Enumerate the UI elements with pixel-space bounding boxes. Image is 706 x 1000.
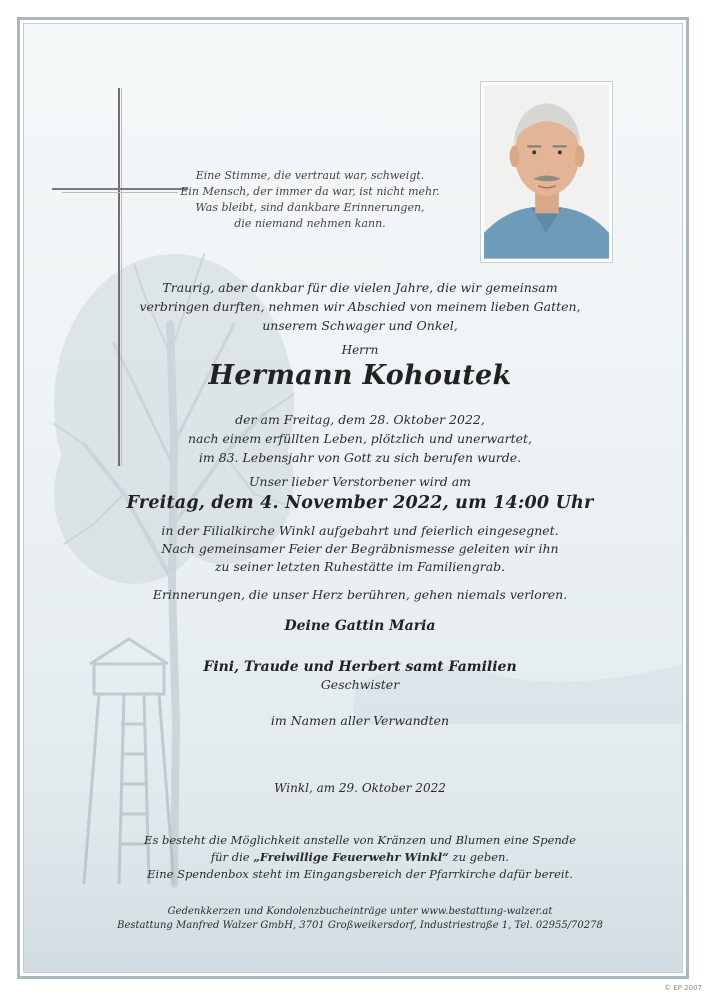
donation-line: Eine Spendenbox steht im Eingangsbereich der Pfarrkirche dafür bereit. [147,867,573,881]
siblings-signature: Fini, Traude und Herbert samt Familien [203,659,517,675]
ceremony-line: in der Filialkirche Winkl aufgebahrt und feierlich eingesegnet. [161,523,559,538]
poem-line: Was bleibt, sind dankbare Erinnerungen, [195,201,425,214]
copyright-mark: © EP 2007 [664,984,702,992]
donation-post: zu geben. [448,850,510,864]
widow-signature: Deine Gattin Maria [284,618,436,634]
memorial-quote: Erinnerungen, die unser Herz berühren, gehen niemals verloren. [152,587,568,602]
death-notice [150,410,570,467]
ceremony-line: Nach gemeinsamer Feier der Begräbnismesse geleiten wir ihn [161,541,559,556]
intro-line: verbringen durften, nehmen wir Abschied von meinem lieben Gatten, [139,299,581,314]
deceased-name: Hermann Kohoutek [208,360,512,391]
intro-line: Traurig, aber dankbar für die vielen Jahre, die wir gemeinsam [162,280,558,295]
relatives-signature: im Namen aller Verwandten [270,713,450,728]
ceremony-details [120,522,600,576]
death-line: im 83. Lebensjahr von Gott zu sich berufen wurde. [198,450,522,465]
farewell-intro [120,278,600,335]
poem-line: Ein Mensch, der immer da war, ist nicht mehr. [180,185,440,198]
place-date: Winkl, am 29. Oktober 2022 [274,781,446,795]
poem-line: die niemand nehmen kann. [234,217,386,230]
donation-line [110,849,610,866]
portrait-image [484,85,609,259]
death-line: der am Freitag, dem 28. Oktober 2022, [235,412,485,427]
funeral-date: Freitag, dem 4. November 2022, um 14:00 Uhr [126,493,594,513]
siblings-relation: Geschwister [320,677,400,692]
intro-line: unserem Schwager und Onkel, [262,318,458,333]
donation-organization: „Freiwillige Feuerwehr Winkl“ [253,850,449,864]
donation-pre: für die [210,850,254,864]
memorial-poem [160,168,460,232]
portrait-photo [480,81,613,263]
funeral-home-footer [100,905,620,933]
death-line: nach einem erfüllten Leben, plötzlich und unerwartet, [187,431,533,446]
donation-line: Es besteht die Möglichkeit anstelle von Kränzen und Blumen eine Spende [144,833,576,847]
donation-notice [110,832,610,883]
honorific: Herrn [341,343,379,357]
funeral-lead: Unser lieber Verstorbener wird am [248,474,472,489]
poem-line: Eine Stimme, die vertraut war, schweigt. [195,169,425,182]
footer-line: Bestattung Manfred Walzer GmbH, 3701 Großweikersdorf, Industriestraße 1, Tel. 02955/70278 [117,920,603,931]
ceremony-line: zu seiner letzten Ruhestätte im Familiengrab. [214,559,506,574]
footer-line: Gedenkkerzen und Kondolenzbucheinträge unter www.bestattung-walzer.at [167,906,553,917]
